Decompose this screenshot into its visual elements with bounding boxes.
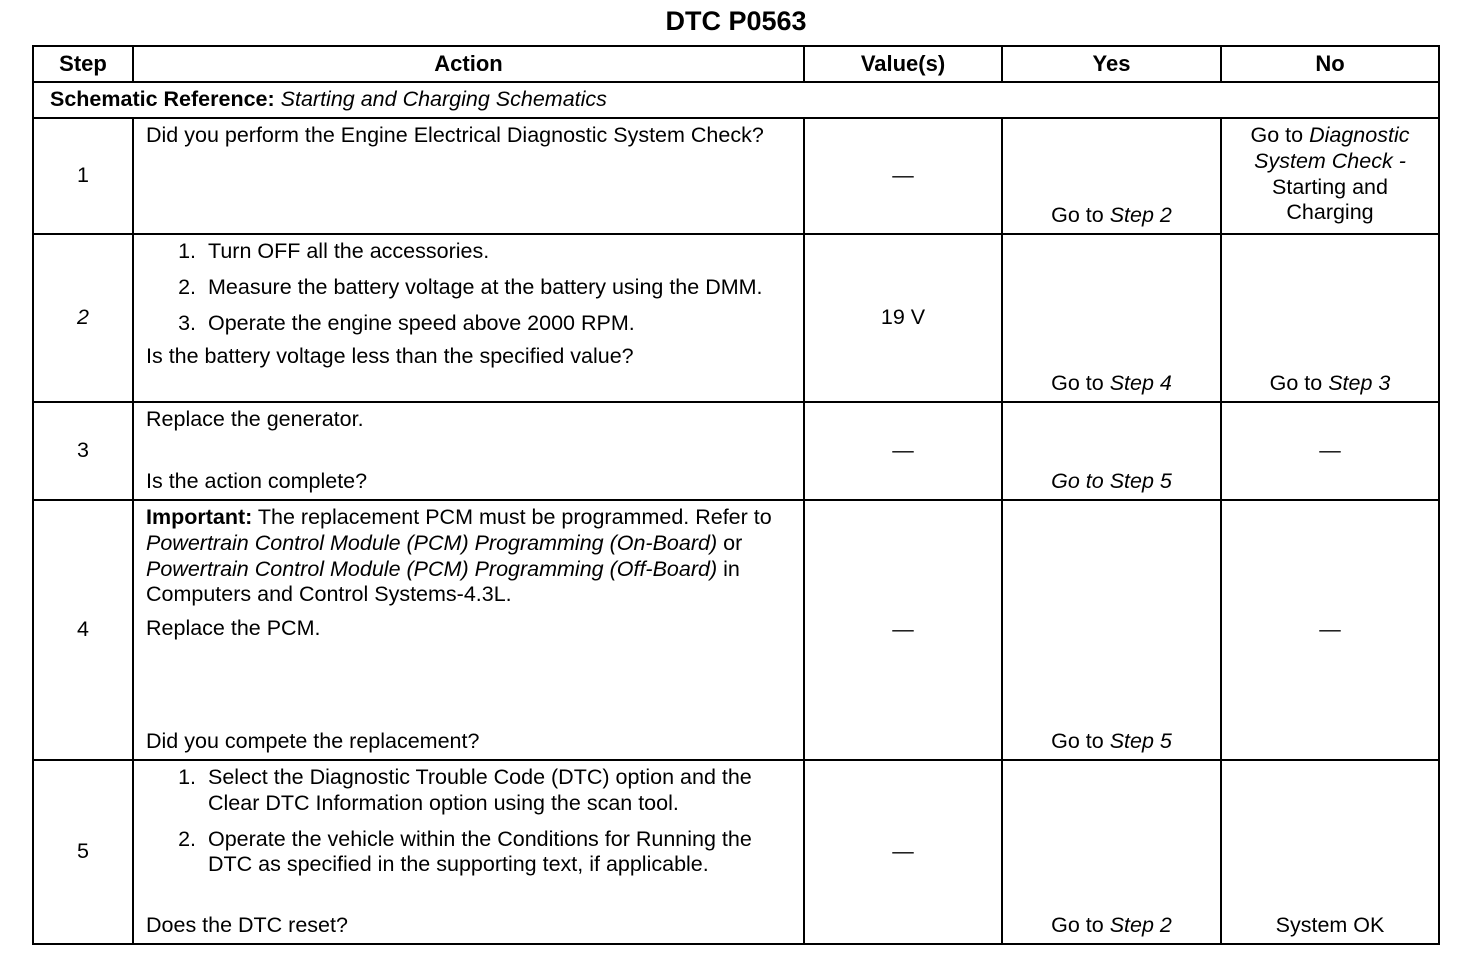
table-row	[33, 402, 1439, 500]
header-no: No	[1221, 46, 1439, 82]
action-cell	[133, 118, 804, 234]
action-cell	[133, 760, 804, 944]
step-number: 5	[33, 760, 133, 944]
or-text: or	[723, 530, 743, 555]
yes-cell	[1002, 234, 1221, 402]
schematic-link[interactable]: Starting and Charging Schematics	[280, 87, 607, 112]
no-cell: —	[1221, 402, 1439, 500]
action-list	[146, 765, 793, 878]
action-cell	[133, 402, 804, 500]
diagnostic-table	[32, 45, 1440, 945]
action-cell	[133, 234, 804, 402]
header-values: Value(s)	[804, 46, 1002, 82]
document-title: DTC P0563	[665, 6, 807, 36]
go-to-text: Go to	[1051, 729, 1104, 754]
schematic-reference-row	[33, 82, 1439, 118]
table-row	[33, 118, 1439, 234]
no-tail-text: Starting and Charging	[1272, 174, 1388, 225]
yes-cell	[1002, 402, 1221, 500]
yes-step-link[interactable]: Step 2	[1109, 203, 1172, 228]
no-link[interactable]: Diagnostic System Check -	[1254, 123, 1410, 173]
action-text: Replace the PCM.	[146, 616, 321, 641]
go-to-text: Go to	[1051, 913, 1104, 938]
list-item: 1. Select the Diagnostic Trouble Code (DTC) option and the Clear DTC Information option using the scan tool.	[202, 765, 793, 817]
yes-cell	[1002, 500, 1221, 760]
reference-tail-text: in Computers and Control Systems-4.3L.	[146, 556, 740, 607]
yes-step-link[interactable]: Step 4	[1109, 371, 1172, 396]
header-step: Step	[33, 46, 133, 82]
go-to-text: Go to	[1051, 371, 1104, 396]
list-item: 2. Operate the vehicle within the Conditions for Running the DTC as specified in the supporting text, if applicable.	[202, 827, 793, 879]
table-row	[33, 760, 1439, 944]
no-cell	[1221, 118, 1439, 234]
action-question: Is the action complete?	[146, 469, 368, 494]
yes-cell	[1002, 118, 1221, 234]
action-question: Did you compete the replacement?	[146, 729, 480, 754]
action-question: Does the DTC reset?	[146, 913, 348, 938]
header-row	[33, 46, 1439, 82]
action-text: Did you perform the Engine Electrical Diagnostic System Check?	[146, 123, 764, 147]
go-to-text: Go to	[1051, 203, 1104, 228]
go-to-text: Go to	[1269, 371, 1323, 396]
action-list	[146, 239, 793, 336]
important-label: Important:	[146, 505, 253, 529]
step-number: 3	[33, 402, 133, 500]
go-to-text: Go to	[1250, 123, 1304, 147]
value-cell: —	[804, 118, 1002, 234]
yes-step-link[interactable]: Go to Step 5	[1051, 469, 1172, 494]
important-text: The replacement PCM must be programmed. Refer to	[257, 505, 772, 529]
step-number	[33, 234, 133, 402]
yes-step-link[interactable]: Step 2	[1109, 913, 1172, 938]
action-question: Is the battery voltage less than the specified value?	[146, 344, 634, 369]
action-cell	[133, 500, 804, 760]
value-cell: —	[804, 500, 1002, 760]
no-cell: System OK	[1221, 760, 1439, 944]
step-number: 1	[33, 118, 133, 234]
no-step-link[interactable]: Step 3	[1328, 371, 1391, 396]
value-cell: —	[804, 402, 1002, 500]
list-item: 3. Operate the engine speed above 2000 RPM.	[202, 311, 793, 337]
pcm-programming-offboard-link[interactable]: Powertrain Control Module (PCM) Programming (Off-Board)	[146, 556, 718, 581]
list-item: 1. Turn OFF all the accessories.	[202, 239, 793, 265]
table-row	[33, 234, 1439, 402]
no-cell: —	[1221, 500, 1439, 760]
step-number-text: 2	[77, 305, 89, 330]
step-number: 4	[33, 500, 133, 760]
value-cell: 19 V	[804, 234, 1002, 402]
table-row	[33, 500, 1439, 760]
schematic-label: Schematic Reference:	[50, 87, 275, 112]
pcm-programming-onboard-link[interactable]: Powertrain Control Module (PCM) Programming (On-Board)	[146, 530, 718, 555]
value-cell: —	[804, 760, 1002, 944]
list-item: 2. Measure the battery voltage at the battery using the DMM.	[202, 275, 793, 301]
yes-step-link[interactable]: Step 5	[1109, 729, 1172, 754]
yes-cell	[1002, 760, 1221, 944]
important-note	[146, 505, 793, 608]
header-yes: Yes	[1002, 46, 1221, 82]
header-action: Action	[133, 46, 804, 82]
no-cell	[1221, 234, 1439, 402]
action-text: Replace the generator.	[146, 407, 364, 431]
